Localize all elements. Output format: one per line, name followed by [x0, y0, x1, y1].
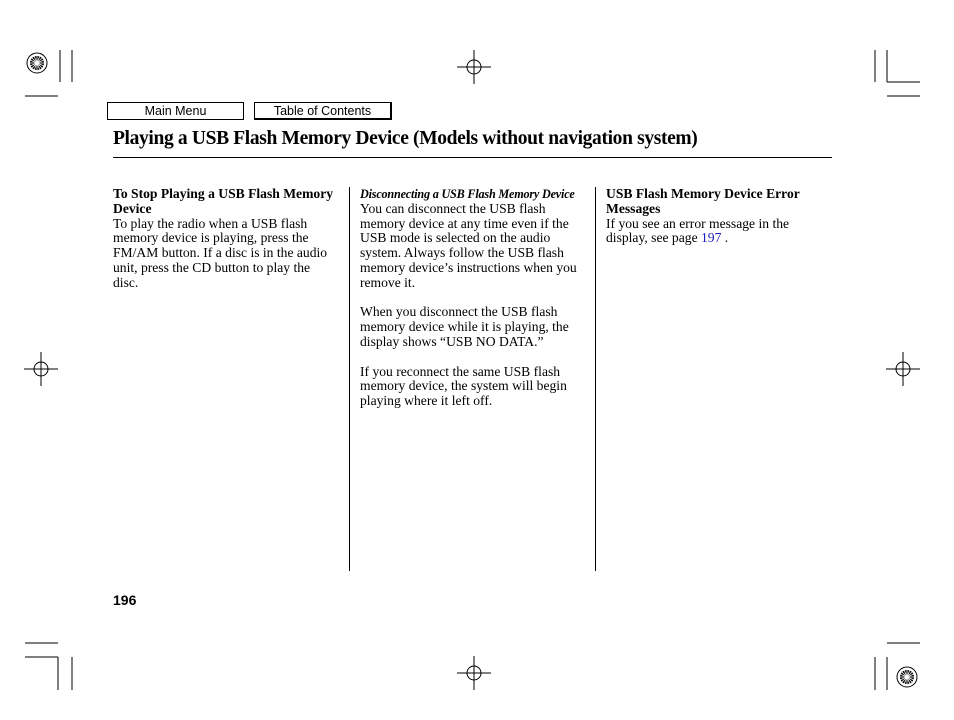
- left-body: To play the radio when a USB flash memory device is playing, press the FM/AM button. If a disc is in the audio unit, press the CD button to play the disc.: [113, 215, 328, 290]
- page-197-link[interactable]: 197: [701, 230, 722, 246]
- registration-mark-icon: [27, 53, 47, 73]
- right-heading: USB Flash Memory Device Error Messages: [606, 186, 800, 216]
- middle-paragraph: If you reconnect the same USB flash memory device, the system will begin playing where it left off.: [360, 363, 567, 409]
- column-divider: [349, 187, 350, 571]
- crosshair-icon: [457, 656, 491, 690]
- middle-paragraph: When you disconnect the USB flash memory device while it is playing, the display shows “USB NO DATA.”: [360, 304, 569, 349]
- left-heading: To Stop Playing a USB Flash Memory Device: [113, 186, 334, 216]
- middle-heading: Disconnecting a USB Flash Memory Device: [360, 187, 575, 201]
- crosshair-icon: [457, 50, 491, 84]
- left-column: [113, 187, 335, 291]
- right-body-text: If you see an error message in the display, see page: [606, 215, 790, 246]
- title-divider: [113, 157, 832, 158]
- right-column: [606, 187, 832, 246]
- page-number: 196: [113, 592, 137, 608]
- page-title: Playing a USB Flash Memory Device (Models without navigation system): [113, 128, 698, 149]
- registration-mark-icon: [897, 667, 917, 687]
- column-divider: [595, 187, 596, 571]
- crosshair-icon: [886, 352, 920, 386]
- middle-column: [360, 187, 590, 409]
- crosshair-icon: [24, 352, 58, 386]
- main-menu-button[interactable]: Main Menu: [107, 102, 244, 120]
- right-body: [606, 217, 832, 247]
- table-of-contents-button[interactable]: Table of Contents: [254, 102, 392, 120]
- middle-paragraph: You can disconnect the USB flash memory device at any time even if the USB mode is selected on the audio system. Always follow the USB flash memory device’s instructions when you remove it.: [360, 200, 577, 290]
- right-body-end: .: [721, 230, 729, 246]
